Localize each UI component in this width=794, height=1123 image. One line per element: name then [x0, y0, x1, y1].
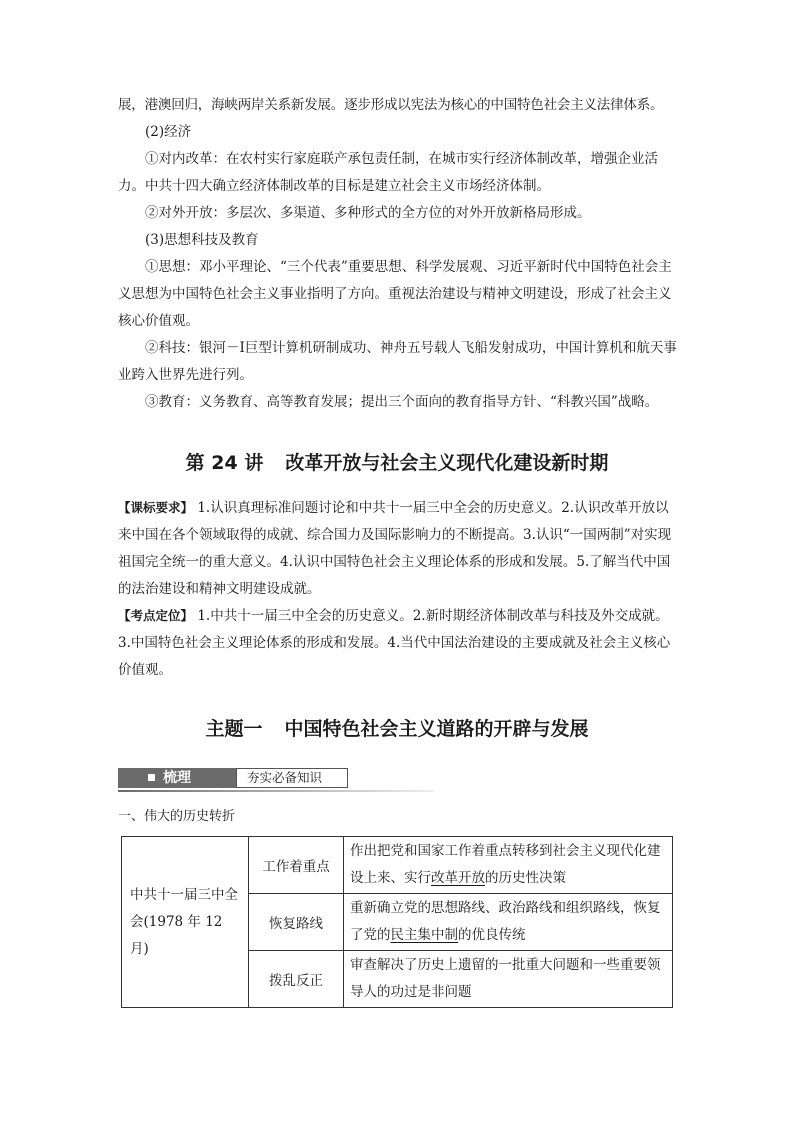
table-desc-cell: [344, 951, 673, 1008]
opening-up-paragraph: ②对外开放：多层次、多渠道、多种形式的全方位的对外开放新格局形成。: [145, 205, 591, 221]
banner-dark-label: 梳理: [163, 770, 191, 786]
education-paragraph: ③教育：义务教育、高等教育发展；提出三个面向的教育指导方针、“科教兴国”战略。: [145, 394, 659, 410]
desc-underlined-text: 民主集中制: [390, 927, 458, 943]
topic-number: 主题一: [205, 718, 263, 740]
square-bullet-icon: [148, 774, 155, 781]
lecture-number: 第 24 讲: [185, 452, 264, 474]
table-desc-cell: [344, 837, 673, 894]
economy-heading: (2)经济: [145, 124, 192, 140]
curriculum-requirements: [118, 494, 678, 603]
summary-table: [121, 836, 673, 1008]
table-row: [122, 837, 673, 894]
banner-dark-tab: [118, 768, 236, 788]
table-key-cell: 恢复路线: [249, 894, 344, 951]
exam-positioning: [118, 602, 678, 684]
positioning-text: 1.中共十一届三中全会的历史意义。2.新时期经济体制改革与科技及外交成就。3.中国特色社会主义理论体系的形成和发展。4.当代中国法治建设的主要成就及社会主义核心价值观。: [118, 608, 671, 678]
domestic-reform-paragraph: ①对内改革：在农村实行家庭联产承包责任制，在城市实行经济体制改革，增强企业活力。中共十四大确立经济体制改革的目标是建立社会主义市场经济体制。: [118, 151, 658, 194]
table-desc-cell: [344, 894, 673, 951]
banner-rule: [118, 790, 434, 792]
desc-text: 重新确立党的思想路线、政治路线和组织路线，恢复了党的: [350, 900, 661, 943]
requirements-label: 【课标要求】: [118, 500, 194, 515]
desc-text: 的优良传统: [458, 927, 526, 943]
table-key-cell: 拨乱反正: [249, 951, 344, 1008]
positioning-label: 【考点定位】: [118, 608, 194, 623]
desc-text: 作出把党和国家工作着重点转移到社会主义现代化建设上来、实行: [350, 843, 661, 886]
requirements-text: 1.认识真理标准问题讨论和中共十一届三中全会的历史意义。2.认识改革开放以来中国在各个领域取得的成就、综合国力及国际影响力的不断提高。3.认识“一国两制”对实现祖国完全统一的重大意义。4.认识中国特色社会主义理论体系的形成和发展。5.了解当代中国的法治建设和精神文明建设成就。: [118, 500, 672, 597]
thought-paragraph: ①思想：邓小平理论、“三个代表”重要思想、科学发展观、习近平新时代中国特色社会主义思想为中国特色社会主义事业指明了方向。重视法治建设与精神文明建设，形成了社会主义核心价值观。: [118, 259, 672, 329]
topic-title: [0, 714, 794, 741]
thought-science-education-heading: (3)思想科技及教育: [145, 232, 259, 248]
desc-text: 审查解决了历史上遗留的一批重大问题和一些重要领导人的功过是非问题: [350, 957, 661, 1000]
topic-name: 中国特色社会主义道路的开辟与发展: [284, 718, 589, 740]
desc-underlined-text: 改革开放: [431, 870, 485, 886]
intro-paragraph-1: 展，港澳回归，海峡两岸关系新发展。逐步形成以宪法为核心的中国特色社会主义法律体系。: [118, 97, 664, 113]
table-key-cell: 工作着重点: [249, 837, 344, 894]
banner-light-label: 夯实必备知识: [236, 768, 348, 788]
section-banner: [118, 766, 434, 792]
section-heading: 一、伟大的历史转折: [118, 809, 236, 824]
desc-text: 的历史性决策: [485, 870, 566, 886]
technology-paragraph: ②科技：银河－Ⅰ巨型计算机研制成功、神舟五号载人飞船发射成功，中国计算机和航天事业跨入世界先进行列。: [118, 340, 677, 383]
lecture-title: [0, 448, 794, 475]
table-left-cell: 中共十一届三中全会(1978 年 12 月): [122, 837, 249, 1008]
lecture-name: 改革开放与社会主义现代化建设新时期: [285, 452, 609, 474]
